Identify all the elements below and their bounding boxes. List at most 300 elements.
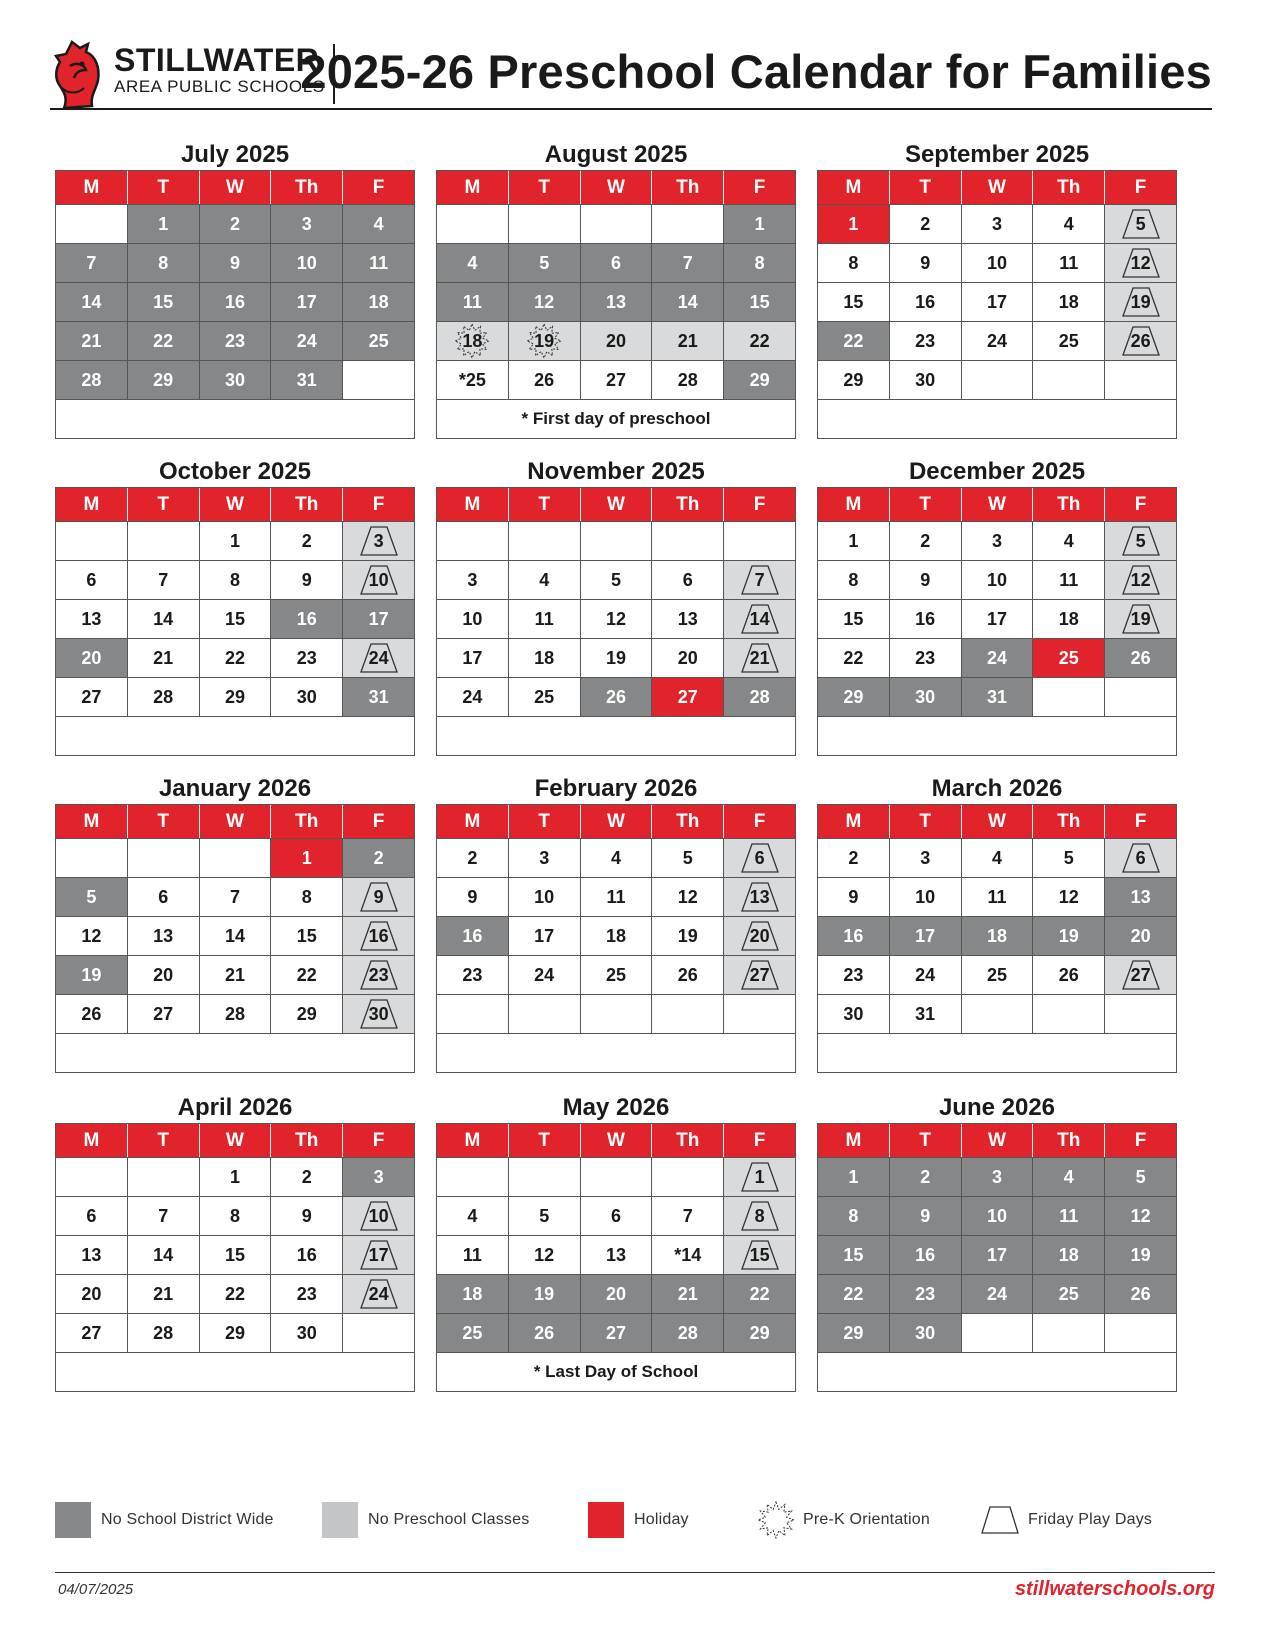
day-number: 6 [610,253,621,273]
day-number: 23 [224,331,245,351]
day-number: 15 [843,1245,864,1265]
day-cell [1105,639,1176,677]
day-cell [271,1314,343,1352]
day-number: 19 [534,1284,555,1304]
month-note [437,1033,795,1072]
day-number: 1 [848,214,859,234]
month-calendar [55,140,415,439]
day-number: 18 [534,648,555,668]
day-cell [962,1275,1034,1313]
day-number: 17 [915,926,936,946]
day-number: 17 [296,292,317,312]
day-cell [962,1158,1034,1196]
brand-name: STILLWATER [114,42,320,78]
day-cell [890,600,962,638]
weekday-label: T [890,805,962,838]
day-number: 1 [158,214,169,234]
day-cell [437,995,509,1033]
day-cell [128,956,200,994]
weekday-label: Th [271,1124,343,1157]
day-cell [1033,839,1105,877]
week-row [818,521,1176,560]
week-row [56,204,414,243]
week-row [818,1274,1176,1313]
day-number: 8 [848,253,859,273]
week-row [437,1313,795,1352]
day-cell [962,1197,1034,1235]
month-title: June 2026 [938,1094,1056,1121]
day-number: 26 [1130,648,1151,668]
day-cell [652,1158,724,1196]
day-cell [1033,1236,1105,1274]
day-cell [271,1158,343,1196]
week-row [818,677,1176,716]
weekday-label: Th [1033,171,1105,204]
day-cell [343,1275,414,1313]
day-cell [581,522,653,560]
day-number: 22 [224,648,245,668]
day-cell [509,678,581,716]
day-cell [509,600,581,638]
day-number: 7 [682,253,693,273]
day-cell [509,205,581,243]
day-cell [1105,322,1176,360]
day-number: 31 [915,1004,936,1024]
weekday-label: F [753,1130,766,1151]
day-number: 11 [534,609,554,629]
day-number: 29 [224,1323,245,1343]
day-cell [890,1158,962,1196]
day-number: 14 [81,292,102,312]
day-number: 18 [1058,292,1079,312]
week-row [56,521,414,560]
day-cell [271,1197,343,1235]
day-number: 29 [843,1323,864,1343]
weekday-label: W [200,805,272,838]
day-number: 17 [986,609,1007,629]
day-number: 26 [534,370,555,390]
month-title: October 2025 [158,458,312,485]
week-row [437,1235,795,1274]
day-number: 16 [915,609,936,629]
day-cell [818,205,890,243]
day-cell [724,1197,795,1235]
week-row [818,638,1176,677]
day-cell [724,1158,795,1196]
day-number: 3 [467,570,478,590]
day-number: 25 [605,965,626,985]
day-number: 3 [373,531,384,551]
day-number: 28 [677,1323,698,1343]
day-cell [818,678,890,716]
day-cell [1105,878,1176,916]
week-row [56,638,414,677]
day-number: 26 [1130,331,1151,351]
day-number: 6 [682,570,693,590]
day-number: 27 [605,1323,626,1343]
day-cell [652,956,724,994]
day-number: 23 [296,1284,317,1304]
day-cell [818,1158,890,1196]
day-cell [962,205,1034,243]
day-cell [437,244,509,282]
day-number: 4 [991,848,1002,868]
day-cell [271,522,343,560]
legend-item-orientation [755,1500,930,1540]
day-number: 2 [467,848,478,868]
day-cell [200,322,272,360]
day-number: 16 [843,926,864,946]
day-number: 23 [368,965,389,985]
day-cell [509,639,581,677]
day-number: 24 [986,1284,1007,1304]
week-row [56,1157,414,1196]
week-row [437,521,795,560]
day-number: 10 [534,887,555,907]
weekday-label: T [890,171,962,204]
day-number: 20 [605,1284,626,1304]
day-number: 4 [467,1206,478,1226]
day-cell [962,600,1034,638]
day-cell [437,1197,509,1235]
day-number: 3 [539,848,550,868]
weekday-header-row [818,1124,1176,1157]
weekday-label: W [962,171,1034,204]
week-row [437,838,795,877]
weekday-label: W [962,805,1034,838]
weekday-label: Th [652,1124,724,1157]
weekday-header-row [56,171,414,204]
week-row [437,677,795,716]
day-number: 23 [843,965,864,985]
day-cell [890,205,962,243]
day-number: 25 [986,965,1007,985]
weekday-label: W [200,171,272,204]
day-number: 23 [915,1284,936,1304]
day-number: 20 [153,965,174,985]
day-cell [724,322,795,360]
day-number: 30 [843,1004,864,1024]
day-number: 8 [158,253,169,273]
day-number: 8 [848,570,859,590]
day-cell [818,878,890,916]
day-cell [581,678,653,716]
day-cell [56,1158,128,1196]
day-cell [200,839,272,877]
weekday-label: T [128,488,200,521]
day-number: 2 [373,848,384,868]
day-number: 15 [224,1245,245,1265]
day-number: 18 [462,1284,483,1304]
day-number: 2 [229,214,240,234]
day-cell [437,1275,509,1313]
day-cell [890,1197,962,1235]
month-grid [55,804,415,1073]
month-note [56,1033,414,1072]
day-cell [1033,322,1105,360]
website-link[interactable]: stillwaterschools.org [1014,1578,1215,1600]
day-number: 13 [605,1245,626,1265]
weekday-label: M [56,805,128,838]
day-cell [271,878,343,916]
day-cell [437,1314,509,1352]
day-cell [1105,839,1176,877]
day-cell [1105,244,1176,282]
day-cell [437,839,509,877]
day-number: 25 [1058,1284,1079,1304]
week-row [56,243,414,282]
day-cell [343,522,414,560]
day-number: 17 [986,292,1007,312]
month-calendar [436,140,796,439]
day-cell [509,1236,581,1274]
day-number: 9 [920,1206,931,1226]
day-cell [271,1275,343,1313]
day-number: 3 [373,1167,384,1187]
legend-label: Pre-K Orientation [803,1511,931,1528]
day-number: 2 [920,214,931,234]
day-cell [271,205,343,243]
day-number: 24 [368,648,389,668]
weekday-label: F [1134,811,1147,832]
day-cell [343,639,414,677]
day-cell [271,995,343,1033]
day-number: 9 [920,570,931,590]
weekday-label: W [962,488,1034,521]
day-cell [56,561,128,599]
day-number: 28 [749,687,770,707]
day-cell [962,678,1034,716]
day-cell [890,561,962,599]
day-cell [509,1197,581,1235]
day-cell [437,678,509,716]
day-cell [962,1236,1034,1274]
day-number: 24 [986,331,1007,351]
day-number: 18 [1058,609,1079,629]
day-cell [509,956,581,994]
week-row [437,877,795,916]
day-number: 28 [224,1004,245,1024]
day-number: 1 [754,214,765,234]
month-calendar [817,140,1177,439]
day-cell [128,1236,200,1274]
day-number: 26 [605,687,626,707]
day-cell [890,1275,962,1313]
day-cell [581,283,653,321]
day-number: 3 [991,1167,1002,1187]
day-cell [200,244,272,282]
day-number: 13 [749,887,770,907]
day-cell [56,244,128,282]
month-note [56,716,414,755]
day-number: 23 [915,331,936,351]
day-number: 22 [843,1284,864,1304]
day-cell [724,995,795,1033]
day-cell [343,956,414,994]
day-number: 1 [301,848,312,868]
weekday-label: M [818,805,890,838]
day-cell [200,205,272,243]
day-cell [200,995,272,1033]
day-number: 21 [153,1284,174,1304]
day-cell [652,839,724,877]
day-number: 19 [677,926,698,946]
day-cell [581,995,653,1033]
day-cell [437,956,509,994]
day-cell [890,1314,962,1352]
week-row [437,599,795,638]
day-cell [581,917,653,955]
day-cell [271,956,343,994]
day-cell [1105,1275,1176,1313]
day-cell [652,1275,724,1313]
day-cell [128,1275,200,1313]
week-row [56,360,414,399]
day-cell [128,244,200,282]
weekday-label: Th [1033,805,1105,838]
day-cell [200,561,272,599]
weekday-label: M [818,171,890,204]
day-number: 12 [534,1245,555,1265]
month-calendar [436,1093,796,1392]
day-cell [1105,995,1176,1033]
day-number: 14 [677,292,698,312]
day-cell [962,522,1034,560]
month-note: * Last Day of School [437,1352,795,1391]
day-number: 3 [920,848,931,868]
day-cell [962,995,1034,1033]
day-number: 9 [373,887,384,907]
day-cell [818,1197,890,1235]
day-cell [271,678,343,716]
weekday-header-row [437,1124,795,1157]
day-cell [56,917,128,955]
weekday-header-row [56,805,414,838]
day-cell [581,1275,653,1313]
week-row [437,955,795,994]
day-number: 12 [605,609,626,629]
weekday-label: M [437,805,509,838]
day-cell [56,1197,128,1235]
day-number: 18 [605,926,626,946]
day-number: 27 [153,1004,174,1024]
day-number: 9 [920,253,931,273]
day-number: 5 [1135,214,1146,234]
day-number: 15 [843,292,864,312]
day-cell [56,678,128,716]
day-number: 22 [843,648,864,668]
day-number: 6 [86,1206,97,1226]
day-number: 17 [368,609,389,629]
day-cell [200,1236,272,1274]
day-cell [200,956,272,994]
day-number: 20 [81,648,102,668]
day-number: 4 [610,848,621,868]
day-cell [56,322,128,360]
day-cell [200,283,272,321]
day-cell [962,917,1034,955]
day-cell [1033,995,1105,1033]
day-number: 16 [915,292,936,312]
week-row [437,994,795,1033]
day-number: 12 [1130,1206,1151,1226]
day-cell [200,1197,272,1235]
week-row [818,1196,1176,1235]
month-calendar [817,1093,1177,1392]
day-cell [1033,1197,1105,1235]
week-row [56,1313,414,1352]
no-preschool-swatch [322,1502,358,1538]
day-cell [1033,678,1105,716]
week-row [437,1196,795,1235]
weekday-label: T [509,805,581,838]
weekday-label: M [56,488,128,521]
day-number: 28 [153,1323,174,1343]
revision-date: 04/07/2025 [58,1581,134,1598]
day-cell [128,917,200,955]
week-row [818,955,1176,994]
day-number: 13 [1130,887,1151,907]
day-number: 21 [749,648,770,668]
day-cell [890,522,962,560]
day-number: 5 [539,1206,550,1226]
day-cell [343,1314,414,1352]
month-grid [55,170,415,439]
weekday-header-row [56,1124,414,1157]
weekday-label: W [962,1124,1034,1157]
day-number: 29 [749,1323,770,1343]
weekday-label: Th [271,805,343,838]
day-cell [1033,205,1105,243]
weekday-label: Th [652,488,724,521]
weekday-label: W [581,1124,653,1157]
day-number: 16 [368,926,389,946]
weekday-header-row [818,805,1176,838]
weekday-label: T [509,488,581,521]
week-row [437,282,795,321]
day-cell [509,361,581,399]
day-cell [818,522,890,560]
day-number: 4 [373,214,384,234]
week-row [56,1196,414,1235]
day-cell [724,639,795,677]
day-number: 13 [677,609,698,629]
day-cell [962,639,1034,677]
day-cell [890,839,962,877]
day-cell [1033,361,1105,399]
day-cell [962,283,1034,321]
starburst-icon [755,1500,797,1540]
day-cell [128,639,200,677]
day-cell [128,322,200,360]
day-number: 9 [467,887,478,907]
day-cell [56,1314,128,1352]
day-cell [890,917,962,955]
day-cell [271,361,343,399]
day-cell [652,878,724,916]
day-number: 16 [296,609,317,629]
day-number: 30 [368,1004,389,1024]
day-cell [437,283,509,321]
day-number: 17 [368,1245,389,1265]
day-cell [128,878,200,916]
day-cell [128,561,200,599]
day-cell [509,283,581,321]
day-cell [509,1275,581,1313]
day-cell [890,878,962,916]
day-number: 26 [534,1323,555,1343]
month-title: August 2025 [544,141,688,168]
